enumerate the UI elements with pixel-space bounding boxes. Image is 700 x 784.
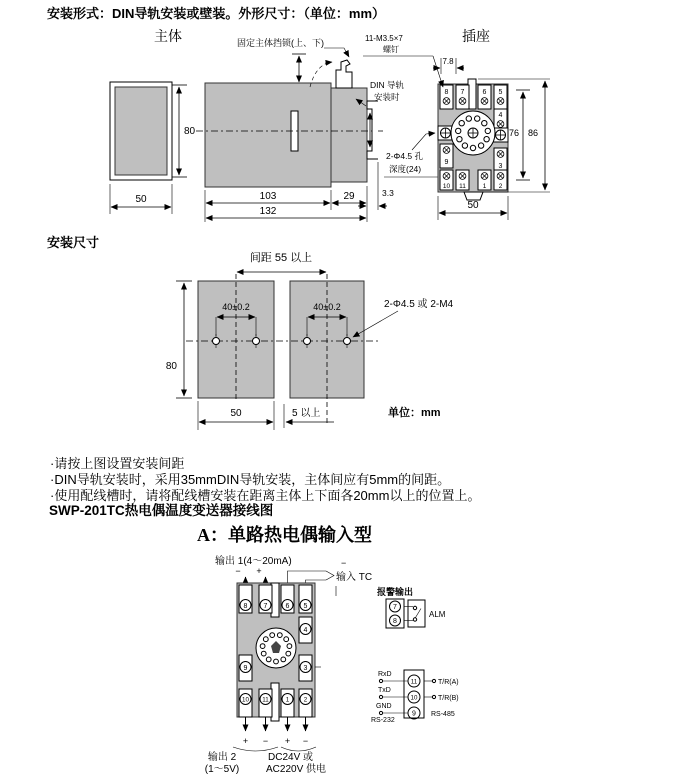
terminal-1: 1 <box>482 183 487 190</box>
socket-label: 插座 <box>462 28 490 44</box>
input-tc-label: 输入 TC <box>336 572 373 583</box>
output2-label-line1: 输出 2 <box>207 752 237 763</box>
spacing-label: 间距 55 以上 <box>249 252 313 264</box>
alarm-heading: 报警输出 <box>377 587 414 597</box>
rs485-label: RS-485 <box>431 711 455 718</box>
dim-mounting-height <box>166 281 192 398</box>
dim-front-width-value: 50 <box>135 194 147 205</box>
main-body-label: 主体 <box>154 28 182 44</box>
socket-pin-circle <box>451 111 495 155</box>
alarm-terminal-8: 8 <box>393 618 397 625</box>
main-body-front-view <box>110 82 172 180</box>
power-label-line2: AC220V 供电 <box>266 764 327 775</box>
dim-screw-pitch-value: 7.8 <box>442 57 454 66</box>
alarm-output-block <box>377 586 446 628</box>
dim-screw-pitch <box>433 57 464 74</box>
terminal-6: 6 <box>482 89 487 96</box>
comm-terminal-9: 9 <box>412 710 416 718</box>
wiring-socket <box>237 583 321 721</box>
w-terminal-6: 6 <box>285 603 290 610</box>
wiring-subheading: A：单路热电偶输入型 <box>197 525 372 545</box>
terminal-8: 8 <box>444 89 449 96</box>
gnd-label: GND <box>376 703 392 710</box>
note-line-1: ·请按上图设置安装间距 <box>50 456 185 471</box>
output2-minus-sign: − <box>262 736 269 746</box>
comm-terminal-11: 11 <box>410 678 418 686</box>
outline-diagram <box>110 28 550 222</box>
terminal-11: 11 <box>459 183 466 190</box>
tra-label: T/R(A) <box>438 679 459 686</box>
w-terminal-10: 10 <box>242 696 249 704</box>
w-terminal-1: 1 <box>285 696 290 704</box>
hole-callout-label: 2-Φ4.5 或 2-M4 <box>384 299 454 310</box>
terminal-2: 2 <box>498 183 503 190</box>
latch-label: 固定主体挡锁(上、下) <box>237 38 324 48</box>
dim-total-length-value: 132 <box>259 206 277 217</box>
note-line-3: ·使用配线槽时，请将配线槽安装在距离主体上下面各20mm以上的位置上。 <box>50 488 481 503</box>
dim-clip-length-value: 29 <box>343 191 355 202</box>
w-terminal-5: 5 <box>303 603 308 610</box>
output1-plus-sign: + <box>256 566 262 576</box>
bottom-connections <box>205 717 326 775</box>
w-terminal-9: 9 <box>243 665 248 672</box>
dim-gap-value: 5 以上 <box>292 408 321 419</box>
socket-front-view <box>438 79 508 200</box>
output1-label: 输出 1(4～20mA) <box>215 556 292 567</box>
screw-note-line2: 螺钉 <box>383 45 399 54</box>
dim-front-height <box>172 85 196 177</box>
terminal-9: 9 <box>444 159 449 166</box>
w-terminal-8: 8 <box>243 603 248 610</box>
trb-label: T/R(B) <box>438 695 459 702</box>
terminal-3: 3 <box>498 163 503 170</box>
latch-shape <box>336 60 352 88</box>
wiring-diagram <box>205 554 459 775</box>
wiring-pin-circle <box>256 628 296 668</box>
hole-size-callout <box>353 297 454 337</box>
power-plus-sign: + <box>284 736 291 746</box>
din-note-line2: 安装时 <box>374 92 400 102</box>
page-title: 安装形式：DIN导轨安装或壁装。外形尺寸：（单位：mm） <box>47 6 386 21</box>
dim-sock-outer-h-value: 86 <box>528 128 539 138</box>
w-terminal-4: 4 <box>303 627 308 634</box>
screw-note-line1: 11-M3.5×7 <box>365 34 403 43</box>
dim-sock-inner-h-value: 76 <box>509 128 520 138</box>
mounting-heading: 安装尺寸 <box>47 235 100 250</box>
dim-front-width <box>110 184 172 214</box>
hole-pitch-left-value: 40±0.2 <box>222 302 250 312</box>
wiring-section-heading: SWP-201TC热电偶温度变送器接线图 <box>49 503 274 518</box>
alarm-terminal-7: 7 <box>393 604 397 611</box>
power-label-line1: DC24V 或 <box>268 752 314 763</box>
output2-label-line2: (1～5V) <box>204 764 240 775</box>
rxd-label: RxD <box>378 671 392 678</box>
hole-note-line2: 深度(24) <box>389 164 422 174</box>
socket-mount-screw-right <box>496 130 506 140</box>
hole-note-line1: 2-Φ4.5 孔 <box>386 151 424 161</box>
output1-minus-sign: − <box>235 566 241 576</box>
terminal-10: 10 <box>442 183 451 190</box>
hole-depth-note <box>384 133 440 177</box>
din-clip-shape <box>367 101 378 159</box>
output2-plus-sign: + <box>242 736 249 746</box>
latch-callout <box>237 37 349 82</box>
dim-mounting-bottom <box>198 401 334 430</box>
mounting-diagram <box>166 250 454 430</box>
power-minus-sign: − <box>302 736 309 746</box>
note-line-2: ·DIN导轨安装时，采用35mmDIN导轨安装，主体间应有5mm的间距。 <box>50 472 451 487</box>
alarm-label: ALM <box>429 610 446 619</box>
dim-mount-width-value: 50 <box>230 408 242 419</box>
dim-rail-gap-value: 3.3 <box>382 188 394 198</box>
hole-pitch-right-value: 40±0.2 <box>313 302 341 312</box>
terminal-4: 4 <box>498 112 503 119</box>
dim-sock-w-value: 50 <box>467 200 479 211</box>
socket-mount-screw-left <box>441 128 451 138</box>
txd-label: TxD <box>378 687 391 694</box>
terminal-5: 5 <box>498 89 503 96</box>
w-terminal-2: 2 <box>303 696 308 704</box>
input-tc-minus-sign: − <box>341 558 347 568</box>
rs232-label: RS-232 <box>371 717 395 724</box>
comm-terminal-10: 10 <box>410 694 418 702</box>
dim-front-height-value: 80 <box>184 126 196 137</box>
comm-block <box>371 670 459 724</box>
dim-mount-height-value: 80 <box>165 361 177 372</box>
terminal-7: 7 <box>460 89 465 96</box>
unit-label: 单位：mm <box>388 407 441 419</box>
din-note-line1: DIN 导轨 <box>370 80 405 90</box>
dim-body-length-value: 103 <box>259 191 277 202</box>
w-terminal-3: 3 <box>303 665 308 672</box>
dim-socket-width <box>438 196 508 220</box>
main-body-side-view <box>196 60 385 187</box>
w-terminal-7: 7 <box>263 603 268 610</box>
w-terminal-11: 11 <box>262 696 269 704</box>
